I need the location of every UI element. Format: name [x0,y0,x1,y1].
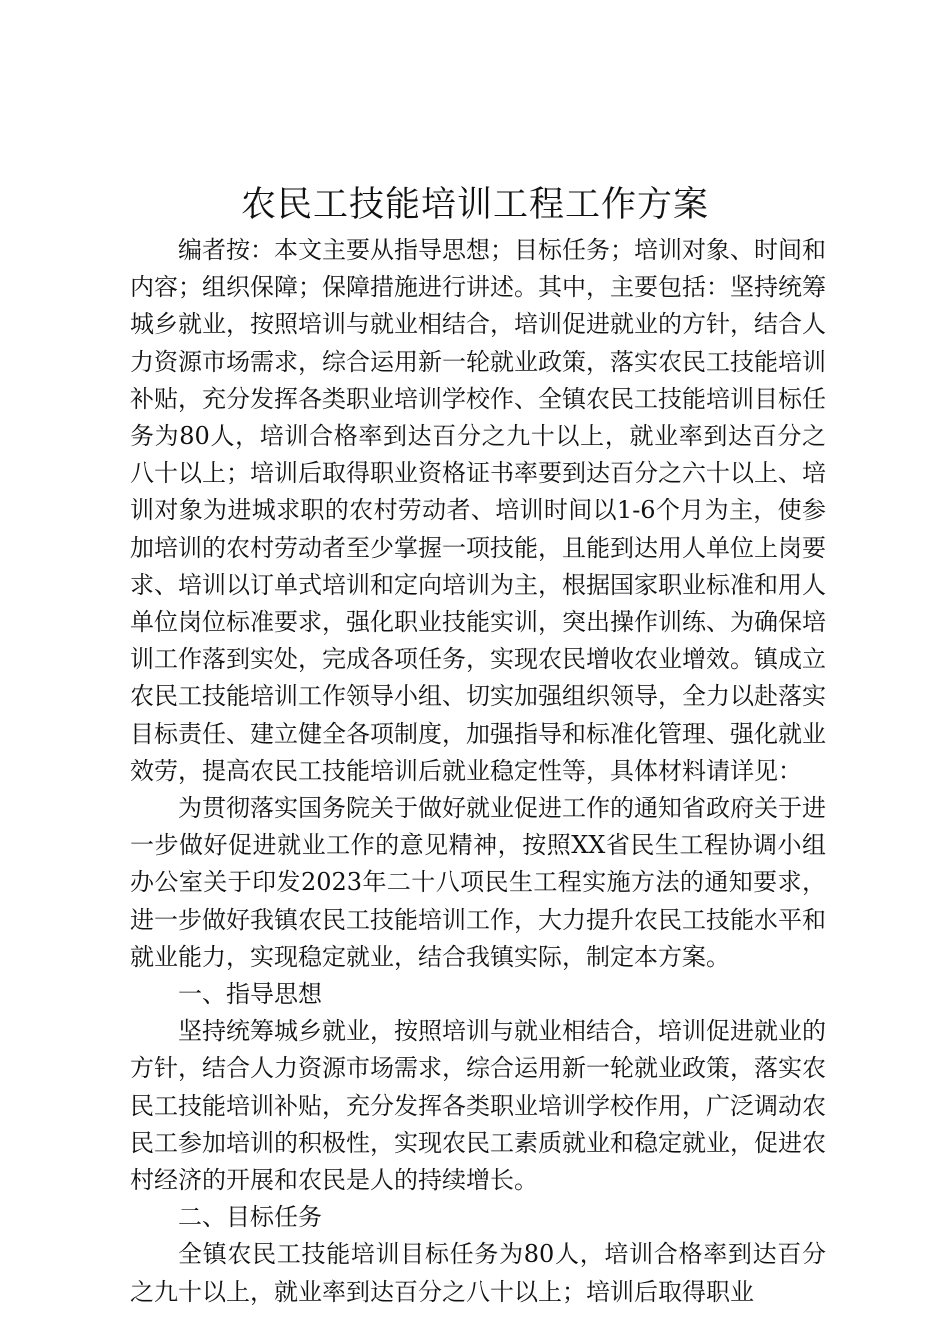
intro-paragraph: 为贯彻落实国务院关于做好就业促进工作的通知省政府关于进一步做好促进就业工作的意见精神，按照XX省民生工程协调小组办公室关于印发2023年二十八项民生工程实施方法的通知要求，进一步做好我镇农民工技能培训工作，大力提升农民工技能水平和就业能力，实现稳定就业，结合我镇实际，制定本方案。 [130,794,826,971]
guiding-thought-paragraph: 坚持统筹城乡就业，按照培训与就业相结合，培训促进就业的方针，结合人力资源市场需求，综合运用新一轮就业政策，落实农民工技能培训补贴，充分发挥各类职业培训学校作用，广泛调动农民工参加培训的积极性，实现农民工素质就业和稳定就业，促进农村经济的开展和农民是人的持续增长。 [130,1017,826,1195]
target-tasks-paragraph: 全镇农民工技能培训目标任务为80人，培训合格率到达百分之九十以上，就业率到达百分之八十以上；培训后取得职业 [130,1240,826,1306]
document-body [130,232,826,1311]
document-title: 农民工技能培训工程工作方案 [240,185,709,225]
section-heading-guiding-thought: 一、指导思想 [178,980,322,1009]
section-heading-target-tasks: 二、目标任务 [178,1203,322,1232]
editor-note-paragraph: 编者按：本文主要从指导思想；目标任务；培训对象、时间和内容；组织保障；保障措施进行讲述。其中，主要包括：坚持统筹城乡就业，按照培训与就业相结合，培训促进就业的方针，结合人力资源市场需求，综合运用新一轮就业政策，落实农民工技能培训补贴，充分发挥各类职业培训学校作、全镇农民工技能培训目标任务为80人，培训合格率到达百分之九十以上，就业率到达百分之八十以上；培训后取得职业资格证书率要到达百分之六十以上、培训对象为进城求职的农村劳动者、培训时间以1-6个月为主，使参加培训的农村劳动者至少掌握一项技能，且能到达用人单位上岗要求、培训以订单式培训和定向培训为主，根据国家职业标准和用人单位岗位标准要求，强化职业技能实训，突出操作训练、为确保培训工作落到实处，完成各项任务，实现农民增收农业增效。镇成立农民工技能培训工作领导小组、切实加强组织领导，全力以赴落实目标责任、建立健全各项制度，加强指导和标准化管理、强化就业效劳，提高农民工技能培训后就业稳定性等，具体材料请详见： [130,236,826,785]
